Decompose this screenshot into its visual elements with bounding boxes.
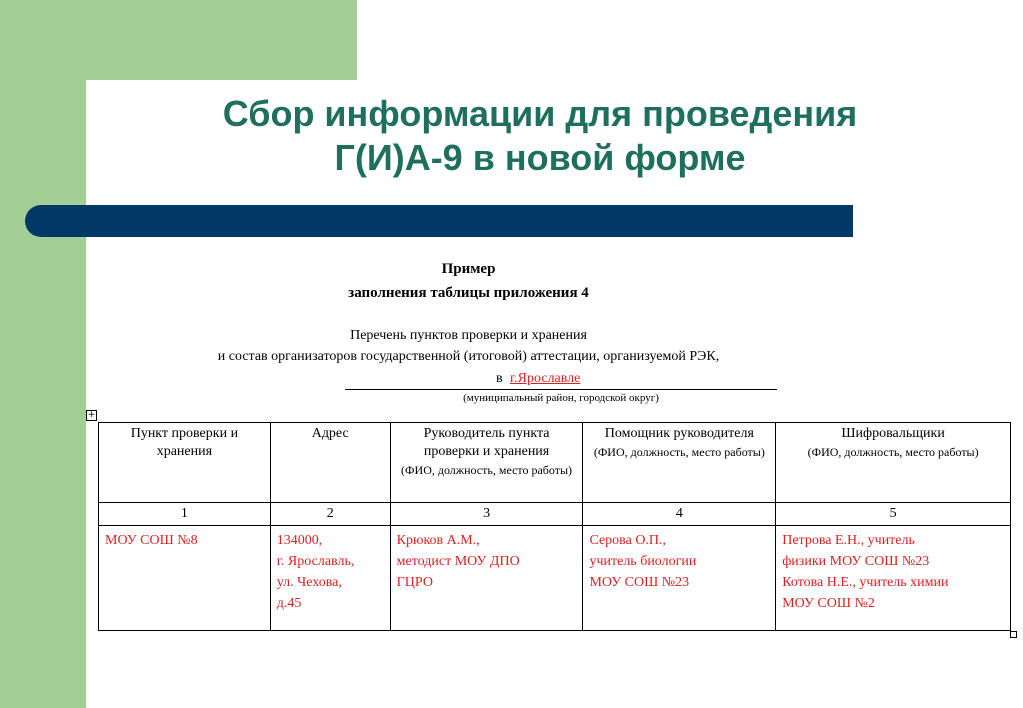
cell-line: ул. Чехова,	[276, 575, 342, 590]
doc-heading-2: заполнения таблицы приложения 4	[348, 285, 589, 301]
column-number: 2	[270, 503, 390, 526]
cell-line: МОУ СОШ №23	[589, 575, 690, 590]
header-cell	[270, 423, 390, 503]
column-number: 5	[776, 503, 1011, 526]
column-number: 4	[583, 503, 776, 526]
cell-line: МОУ СОШ №8	[105, 533, 198, 548]
cell-line: Петрова Е.Н., учитель	[782, 533, 915, 548]
cell-check-point	[99, 526, 271, 631]
list-title-line-2: и состав организаторов государственной (итоговой) аттестации, организуемой РЭК,	[217, 349, 720, 364]
cell-line: ГЦРО	[396, 575, 433, 590]
district-note: (муниципальный район, городской округ)	[463, 392, 659, 404]
cell-line: физики МОУ СОШ №23	[782, 554, 930, 569]
column-number-row	[99, 503, 1011, 526]
doc-heading-1: Пример	[441, 261, 496, 277]
title-underline-bar	[25, 205, 853, 237]
header-main: Шифровальщики	[841, 426, 945, 441]
table-row	[99, 526, 1011, 631]
title-line-2: Г(И)А-9 в новой форме	[334, 137, 746, 178]
column-number: 1	[99, 503, 271, 526]
table-move-handle-icon[interactable]: +	[87, 410, 96, 420]
list-title-line-1: Перечень пунктов проверки и хранения	[350, 328, 587, 343]
header-main: Руководитель пункта проверки и хранения	[423, 426, 550, 459]
table-header-row	[99, 423, 1011, 503]
city-value: г.Ярославле	[510, 371, 581, 386]
slide-title	[120, 92, 960, 180]
header-cell	[583, 423, 776, 503]
cell-line: г. Ярославль,	[276, 554, 355, 569]
city-prefix: в	[496, 371, 503, 386]
header-main: Помощник руководителя	[604, 426, 754, 441]
cell-line: Котова Н.Е., учитель химии	[782, 575, 949, 590]
cell-address	[270, 526, 390, 631]
cell-line: д.45	[276, 596, 302, 611]
cell-line: методист МОУ ДПО	[396, 554, 520, 569]
cell-line: 134000,	[276, 533, 323, 548]
header-sub: (ФИО, должность, место работы)	[401, 463, 573, 477]
table-resize-handle-icon[interactable]	[1010, 631, 1017, 638]
organizers-table	[98, 422, 1011, 631]
column-number: 3	[390, 503, 583, 526]
cell-head	[390, 526, 583, 631]
title-line-1: Сбор информации для проведения	[222, 93, 858, 134]
cell-assistant	[583, 526, 776, 631]
cell-line: учитель биологии	[589, 554, 697, 569]
header-sub: (ФИО, должность, место работы)	[593, 445, 765, 459]
header-cell	[776, 423, 1011, 503]
top-green-band	[0, 0, 357, 80]
header-cell	[390, 423, 583, 503]
cell-line: Крюков А.М.,	[396, 533, 480, 548]
header-cell	[99, 423, 271, 503]
cell-line: Серова О.П.,	[589, 533, 667, 548]
cell-line: МОУ СОШ №2	[782, 596, 875, 611]
city-line	[345, 371, 777, 390]
header-main: Адрес	[311, 426, 349, 441]
header-main: Пункт проверки и хранения	[130, 426, 239, 459]
header-sub: (ФИО, должность, место работы)	[807, 445, 979, 459]
cell-encoders	[776, 526, 1011, 631]
